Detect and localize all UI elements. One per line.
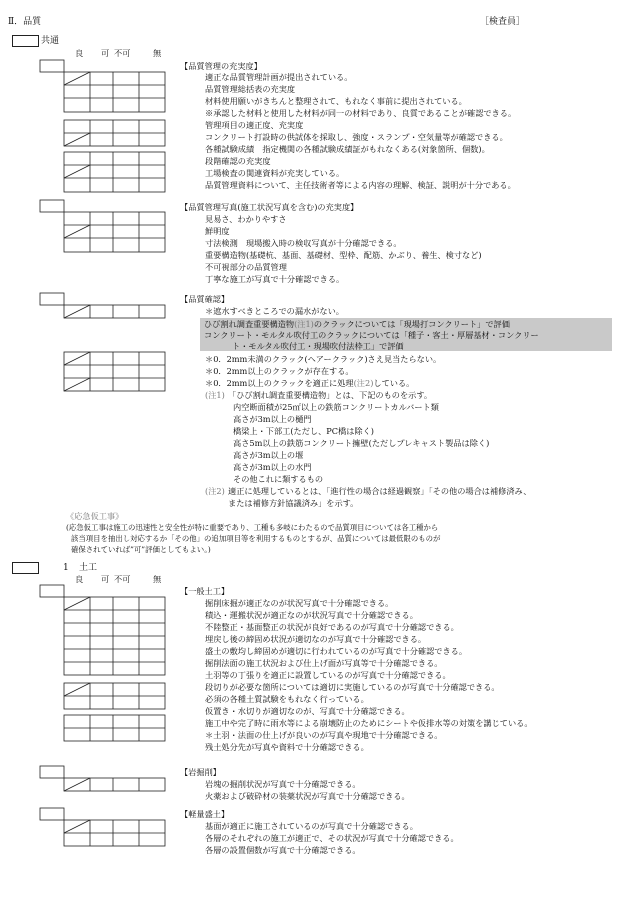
list-item: 積込・運搬状況が適正なのが状況写真で十分確認できる。 [205,610,418,620]
note-2-text-2: または補修方針協議済み」を示す。 [228,498,359,508]
earthwork-label: 土工 [79,563,98,573]
list-item: 高さが3m以上の樋門 [233,414,312,424]
note-1-label: (注1) [205,390,225,400]
list-item: その他これに類するもの [233,474,324,484]
inspector-label: ［検査員］ [480,17,526,27]
list-item: 基面が適正に施工されているのが写真で十分確認できる。 [205,821,418,831]
general-title: 【一般土工】 [180,586,230,596]
list-item: 高さ5m以上の鉄筋コンクリート擁壁(ただしプレキャスト製品は除く) [233,438,490,448]
list-item: 材料使用願いがきちんと整理されて、もれなく事前に提出されている。 [205,96,467,106]
list-item: 適正な品質管理計画が提出されている。 [205,72,353,82]
note-1-text: 「ひび割れ調査重要構造物」とは、下記のものを示す。 [228,390,433,400]
photo-title: 【品質管理写真(施工状況写真を含む)の充実度】 [180,202,359,212]
crack-item: ＊0．2mm以上のクラックが存在する。 [205,366,354,376]
earthwork-num: 1 [63,563,69,573]
col-fair: 可 [101,48,110,58]
col-poor: 不可 [114,574,131,584]
highlight-line-3: ト・モルタル吹付工・現場吹付法枠工」で評価 [232,341,404,351]
note-2-text: 適正に処理しているとは、「進行性の場合は経過観察」「その他の場合は補修済み、 [228,486,532,496]
section-title: Ⅱ．品質 [8,17,42,27]
list-item: 不可視部分の品質管理 [205,262,287,272]
list-item: 橋梁上・下部工(ただし、PC橋は除く) [233,426,374,436]
note-2-label: (注2) [205,486,225,496]
list-item: 高さが3m以上の堰 [233,450,304,460]
list-item: 管理項目の適正度、充実度 [205,120,304,130]
list-item: 重要構造物(基礎杭、基面、基礎材、型枠、配筋、かぶり、養生、検寸など) [205,250,482,260]
list-item: 丁寧な施工が写真で十分確認できる。 [205,274,345,284]
list-item: 鮮明度 [205,226,230,236]
list-item: 盛土の敷均し締固めが適切に行われているのが写真で十分確認できる。 [205,646,468,656]
list-item: ＊土羽・法面の仕上げが良いのが写真や現地で十分確認できる。 [205,730,443,740]
list-item: 火薬および破砕材の装薬状況が写真で十分確認できる。 [205,791,410,801]
list-item: 品質管理資料について、主任技術者等による内容の理解、検証、説明が十分である。 [205,180,516,190]
list-item: ※承認した材料と使用した材料が同一の材料であり、良質であることが確認できる。 [205,108,517,118]
list-item: 高さが3m以上の水門 [233,462,312,472]
list-item: 各層の設置個数が写真で十分確認できる。 [205,845,361,855]
list-item: 段階確認の充実度 [205,156,271,166]
list-item: 埋戻し後の締固め状況が適切なのが写真で十分確認できる。 [205,634,427,644]
list-item: 仮置き・水切りが適切なのが、写真で十分確認できる。 [205,706,410,716]
light-fill-title: 【軽量盛土】 [180,809,230,819]
rock-title: 【岩掘削】 [180,767,221,777]
highlight-line-1: ひび割れ調査重要構造物(注1)のクラックについては「現場打コンクリート」で評価 [204,319,510,329]
confirm-title: 【品質確認】 [180,294,230,304]
list-item: 岩塊の掘削状況が写真で十分確認できる。 [205,779,361,789]
crack-item: ＊0．2mm以上のクラックを適正に処理(注2)している。 [205,378,415,388]
list-item: 各層のそれぞれの施工が適正で、その状況が写真で十分確認できる。 [205,833,459,843]
list-item: 掘削法面の施工状況および仕上げ面が写真等で十分確認できる。 [205,658,443,668]
list-item: 段切りが必要な箇所については適切に実施しているのが写真で十分確認できる。 [205,682,500,692]
col-good: 良 [75,574,84,584]
emergency-line: 該当項目を抽出し対応するか「その他」の追加項目等を利用するものとするが、品質については最低限のものが [71,534,441,543]
common-label: 共通 [41,36,60,46]
list-item: 施工中や完了時に雨水等による崩壊防止のためにシートや仮排水等の対策を講じている。 [205,718,533,728]
earthwork-checkbox[interactable] [12,562,39,574]
list-item: 工場検査の関連資料が充実している。 [205,168,345,178]
col-none: 無 [153,574,162,584]
col-none: 無 [153,48,162,58]
col-poor: 不可 [114,48,131,58]
list-item: 各種試験成績 指定機関の各種試験成績証がもれなくある(対象箇所、個数)。 [205,144,490,154]
crack-item: ＊0．2mm未満のクラック(ヘアークラック)さえ見当たらない。 [205,354,442,364]
list-item: コンクリート打設時の供試体を採取し、強度・スランプ・空気量等が確認できる。 [205,132,508,142]
col-good: 良 [75,48,84,58]
list-item: 不陸整正・基面整正の状況が良好であるのが写真で十分確認できる。 [205,622,459,632]
list-item: 寸法検測 現場搬入時の検収写真が十分確認できる。 [205,238,402,248]
quality-mgmt-title: 【品質管理の充実度】 [180,61,262,71]
emergency-line: 確保されていれば”可”評価としてもよい。) [71,545,211,554]
list-item: 残土処分先が写真や資料で十分確認できる。 [205,742,369,752]
col-fair: 可 [101,574,110,584]
list-item: 必須の各種土質試験をもれなく行っている。 [205,694,369,704]
list-item: 内空断面積が25㎡以上の鉄筋コンクリートカルバート類 [233,402,439,412]
list-item: 品質管理総括表の充実度 [205,84,296,94]
list-item: 見易さ、わかりやすさ [205,214,287,224]
leak-item: ＊遮水すべきところでの漏水がない。 [205,306,344,316]
emergency-title: 《応急仮工事》 [66,511,124,521]
emergency-line: (応急仮工事は施工の迅速性と安全性が特に重要であり、工種も多岐にわたるので品質項目については各工種から [66,523,439,532]
highlight-line-2: コンクリート・モルタル吹付工のクラックについては「種子・客土・厚層基材・コンクリー [204,330,539,340]
list-item: 掘削床掘が適正なのが状況写真で十分確認できる。 [205,598,394,608]
list-item: 土羽等の丁張りを適正に設置しているのが写真で十分確認できる。 [205,670,451,680]
